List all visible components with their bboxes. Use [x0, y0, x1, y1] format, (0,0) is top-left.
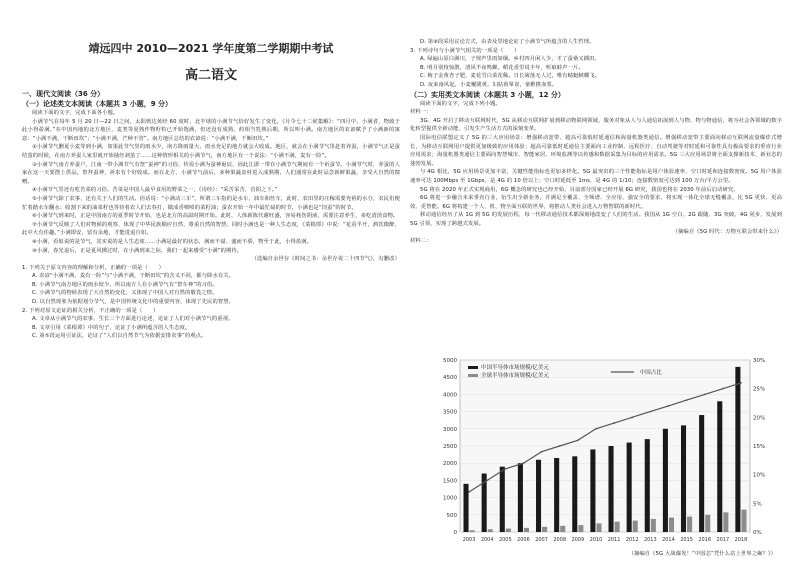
y2-tick-label: 0%	[753, 530, 762, 536]
option: D. 夜来南风起，小麦覆陇黄。妇姑荷箪食，童稚携壶浆。	[420, 81, 558, 88]
section-heading: 一、现代文阅读（36 分）	[22, 90, 105, 98]
paragraph: 6G 将进一步融合未来垂直行业，衍生出全新业务，并满足全覆盖、全频谱、全应用、强安全的要求，将实现一体化全球无缝覆盖，比 5G 更快、更高效、更智能。6G 将构建一个人、机、物全面互联的世界，将推动人类社会进入万物智联的新时代。	[410, 195, 782, 210]
question-2: 2. 下列对原文论证的相关分析，不正确的一项是（ ）	[22, 307, 159, 314]
bar-china	[518, 463, 523, 532]
share-point	[631, 416, 633, 418]
x-tick-label: 2009	[571, 537, 585, 543]
y-tick-label: 0	[453, 530, 457, 536]
bar-china	[463, 484, 468, 532]
option: A. 绿遍山原白满川，子规声里雨如烟。乡村四月闲人少，才了蚕桑又插田。	[420, 56, 600, 63]
share-point	[740, 382, 742, 384]
bar-global	[596, 523, 601, 532]
material-2-label: 材料二：	[410, 238, 432, 245]
paragraph: 与 4G 相比，5G 应用场景更加丰富，关键性能指标也更加多样化。5G 最突出的三个性能指标是用户体验速率、空口时延和连接数密度。5G 用户体验速率可达 100Mbps 至 1Gbps，是 4G 的 10 倍以上；空口时延低至 1ms，是 4G 的 1/10；连接数密度可达到 100 万台/平方公里。	[410, 169, 782, 184]
option: A. 农谚“小满不满，麦有一险”与“小满不满，干断田坎”的含义不同，都与降水有关。	[32, 273, 235, 280]
x-tick-label: 2012	[625, 537, 639, 543]
bar-global	[524, 528, 529, 532]
bar-global	[615, 522, 620, 532]
bar-global	[651, 519, 656, 532]
chart-citation: （摘编自《5G 大战爆发！“中国芯”凭什么站上世界之巅？》）	[628, 551, 776, 557]
y-tick-label: 3500	[443, 409, 457, 416]
x-tick-label: 2014	[662, 537, 675, 543]
y-tick-label: 2500	[443, 444, 457, 450]
bar-china	[500, 467, 505, 532]
bar-global	[470, 530, 475, 532]
y-tick-label: 3000	[443, 426, 457, 433]
share-point	[595, 428, 597, 430]
bar-global	[705, 515, 710, 532]
option: C. 梅子金黄杏子肥，麦花雪白菜花稀。日长篱落无人过，唯有蜻蜓蛱蝶飞。	[420, 73, 601, 80]
option: C. 第⑤段运用引证法，论证了“人们以自然节气为依据安排农事”的观点。	[32, 333, 207, 340]
y-tick-label: 1000	[443, 495, 457, 502]
part-heading: （一）论述类文本阅读（本题共 3 小题，9 分）	[22, 100, 173, 108]
paragraph: ⑥小满节气到来时，正是中国南方的夏季时节开始，也是北方的高温时期开始。此时，人体新陈代谢旺盛，容易耗伤阴液，需要注意养生，多吃清淡食物。	[32, 213, 399, 220]
exam-title: 靖远四中 2010—2021 学年度第二学期期中考试	[88, 42, 334, 55]
material-1-label: 材料一：	[410, 109, 432, 116]
instruction: 阅读下面的文字，完成下面各小题。	[32, 110, 119, 116]
bar-global	[488, 529, 493, 532]
paragraph: 国际电信联盟定义了 5G 的三大应用场景：增强移动宽带、超高可靠低时延通信和海量机器类通信。增强移动宽带主要面向移动互联网流量爆炸式增长，为移动互联网用户提供更加极致的应用体验；超高可靠低时延通信主要面向工业控制、远程医疗、自动驾驶等对时延和可靠性具有极高要求的垂直行业应用需求；海量机器类通信主要面向智慧城市、智能家居、环境监测等以传感和数据采集为目标的应用需求。5G 三大应用场景将全面支撑新技术、新业态的蓬勃发展。	[410, 134, 782, 167]
paragraph: ⑦小满节气反映了人们对物候的观察，体现了中华民族顺应自然、尊重自然的智慧。同时小满也是一种人生态度，《菜根谭》中说：“花看半开，酒饮微醉，此中大有佳趣。”小满即安，留有余地，才能进退自如。	[22, 221, 400, 237]
annotation-share: 中国占比	[639, 370, 662, 376]
share-point	[649, 411, 651, 413]
paragraph: ⑨小满，春光退后，正是夏风拂过时，在小满到来之际，我们一起来感受“小满”的期待。	[32, 247, 243, 254]
bar-china	[717, 401, 722, 532]
share-point	[541, 451, 543, 453]
share-point	[577, 439, 579, 441]
paragraph: ③小满节气南方养蚕户，江南一带小满节气有祭“蚕神”的习俗，传说小满为蚕神诞辰，因此江浙一带在小满节气期间有一个祈蚕节。小满节气时，养蚕的人家在这一天要摆上供品，祭拜蚕神，祈求有个好收成。而在北方，小满节气前后，多种果蔬食材进入成熟期，人们通常在此时品尝新鲜果蔬，享受大自然的馈赠。	[22, 161, 400, 185]
option: A. 文章从小满节气的农事、生长三个方面进行论述，论证了人们对小满节气的重视。	[32, 316, 234, 323]
legend-label-global: 全球半导体市场规模/亿美元	[481, 373, 549, 379]
paragraph: ②小满节气删夏小麦等到小满，如果此节气里的雨水少，南方降雨量大，雨水充足的地方就会大收成。地区，就会在小满节气里赶着养蚕，小满节气正是蚕结茧的时候，在南方养蚕人家里就开始抽丝剥茧了……这种情形相关的小满节气，南方地区有一个说法：“小满不满，麦有一险”。	[22, 144, 400, 159]
bar-china	[699, 415, 704, 532]
x-tick-label: 2013	[643, 537, 657, 543]
y-tick-label: 1500	[443, 478, 457, 485]
paragraph: 5G 将在 2020 年正式实现商用，6G 概念的研究也已经开始，目前部分国家已经开展 6G 研究，我国也将在 2030 年前后启动研究。	[420, 186, 739, 193]
share-point	[504, 468, 506, 470]
x-tick-label: 2015	[680, 537, 693, 543]
y-tick-label: 4000	[443, 392, 457, 399]
bar-china	[645, 439, 650, 532]
share-point	[668, 405, 670, 407]
bar-global	[723, 512, 728, 532]
paragraph: 小满节气在每年 5 月 20 日—22 日之间，太阳到达黄经 60 度时，北半球的小满节气恰好发生了变化，《月令七十二候集解》：“四月中，小满者，物致于此小得盈满。”在中国内地的北方地区，麦类等夏熟作物籽粒已开始饱满，但还没有成熟，约相当乳熟后期，所以叫小满。南方地区的农谚赋予了小满新的寓意：“小满不满，干断田坎”；“小满不满，芒种不管”。南方地区总结的农谚说：“小满不满，干断田坎。”	[22, 118, 400, 142]
share-point	[722, 388, 724, 390]
question-1: 1. 下列关于原文内容的理解和分析，正确的一项是（ ）	[22, 264, 164, 271]
legend-swatch-global	[468, 374, 478, 377]
bar-china	[627, 443, 632, 532]
part-heading: （二）实用类文本阅读（本题共 3 小题，12 分）	[410, 90, 565, 99]
exam-subtitle: 高二语文	[184, 68, 237, 83]
x-tick-label: 2005	[498, 537, 512, 543]
bar-china	[572, 456, 577, 532]
x-tick-label: 2017	[716, 537, 730, 543]
share-point	[613, 422, 615, 424]
share-point	[686, 399, 688, 401]
chart-svg	[430, 352, 776, 548]
y-tick-label: 5000	[443, 358, 457, 364]
legend-label-china: 中国半导体市场规模/亿美元	[481, 365, 549, 371]
bar-global	[542, 527, 547, 532]
option: B. 小满节气南方地区的雨水较少，所以南方人在小满节气有“祭车神”的习俗。	[32, 281, 218, 288]
paragraph: 3G、4G 开启了移动互联网时代，5G 从移动互联网扩展到移动物联网领域，服务对象从人与人通信拓展到人与物、物与物通信，将为社会各领域的数字化转型提供全新动能，引发生产生活方式的深刻变革。	[410, 117, 782, 133]
x-tick-label: 2010	[589, 537, 603, 543]
paragraph: ⑧小满，看似说的是节气，其实说的是人生态度……小满是最好的状态，满而不溢、盛而不骄，物至于此，小得盈满。	[32, 238, 313, 245]
x-tick-label: 2016	[698, 537, 712, 543]
x-tick-label: 2018	[734, 537, 748, 543]
y2-tick-label: 5%	[753, 501, 762, 508]
paragraph: ⑤小满节气除了农事，还有关于人们的生活。俗话说：“小满动三车”，所谓三车指的是水车、油车和丝车，此时，农田里的庄稼需要充裕的水分，农民们便忙着踏水车翻水；收割下来的油菜籽也等待着农人们去春打，做成香喷喷的菜籽油；蚕农开始一年中最忙碌的时节，小满也是“饲蚕”的时节。	[22, 195, 400, 211]
bar-china	[735, 367, 740, 532]
option: C. 小满节气的物候表现了大自然的变化，又体现了中国人对自然的敬畏之情。	[32, 290, 218, 297]
bar-global	[578, 525, 583, 532]
x-tick-label: 2004	[480, 537, 494, 543]
x-tick-label: 2011	[607, 537, 621, 543]
x-tick-label: 2007	[535, 537, 548, 543]
left-column	[22, 0, 400, 341]
y2-tick-label: 20%	[753, 415, 766, 422]
y-tick-label: 4500	[443, 375, 457, 382]
bar-china	[536, 460, 541, 532]
x-tick-label: 2006	[517, 537, 530, 543]
bar-china	[608, 446, 613, 532]
y2-tick-label: 30%	[753, 358, 766, 364]
bar-global	[506, 529, 511, 532]
semiconductor-chart	[430, 352, 776, 562]
option: D. 第⑧段采用议论方式，由表及里地论证了小满节气所蕴含的人生哲理。	[420, 39, 595, 45]
y2-tick-label: 15%	[753, 444, 766, 450]
bar-global	[741, 510, 746, 532]
bar-china	[681, 425, 686, 532]
share-point	[486, 480, 488, 482]
y-tick-label: 500	[446, 512, 457, 519]
x-tick-label: 2003	[462, 537, 476, 543]
share-point	[704, 394, 706, 396]
option: B. 文章引用《菜根谭》中的句子，论证了小满所蕴含的人生态度。	[32, 324, 191, 331]
bar-global	[687, 517, 692, 532]
question-3: 3. 下列诗句与小满节气相关的一项是（ ）	[410, 47, 520, 54]
bar-china	[663, 429, 668, 532]
legend-swatch-china	[468, 366, 478, 369]
option: B. 明月别枝惊鹊，清风半夜鸣蝉。稻花香里说丰年，听取蛙声一片。	[420, 64, 584, 71]
bar-china	[590, 449, 595, 532]
bar-global	[633, 521, 638, 532]
share-point	[468, 491, 470, 493]
option: D. 以自然现象为依据划分节气，是中国传统文化中的重要内容，体现了先民的智慧。	[32, 299, 235, 306]
right-column	[410, 38, 782, 246]
y-tick-label: 2000	[443, 461, 457, 468]
citation: （选编自余世存《时间之书：余世存说二十四节气》，有删改）	[251, 256, 400, 263]
x-tick-label: 2008	[553, 537, 567, 543]
y2-tick-label: 25%	[753, 386, 766, 393]
bar-global	[669, 518, 674, 532]
share-point	[559, 445, 561, 447]
y2-tick-label: 10%	[753, 472, 766, 479]
bar-global	[560, 526, 565, 532]
paragraph: 移动通信经历了从 1G 到 5G 的发展历程，每一代移动通信技术都深刻地改变了人们的生活。我国从 1G 空白、2G 跟随、3G 突破、4G 同步，发展到 5G 引领，实现了跨越式发展。	[410, 212, 782, 227]
paragraph: ④小满节气里还有吃苦菜的习俗。苦菜是中国人最早食用的野菜之一，《诗经》：“采苦采苦，首阳之下。”	[32, 187, 278, 194]
citation: （摘编自《5G 时代：万物互联会带来什么》）	[672, 229, 782, 236]
instruction: 阅读下面的文字，完成下列小题。	[420, 100, 501, 107]
bar-china	[554, 458, 559, 532]
share-point	[523, 462, 525, 464]
